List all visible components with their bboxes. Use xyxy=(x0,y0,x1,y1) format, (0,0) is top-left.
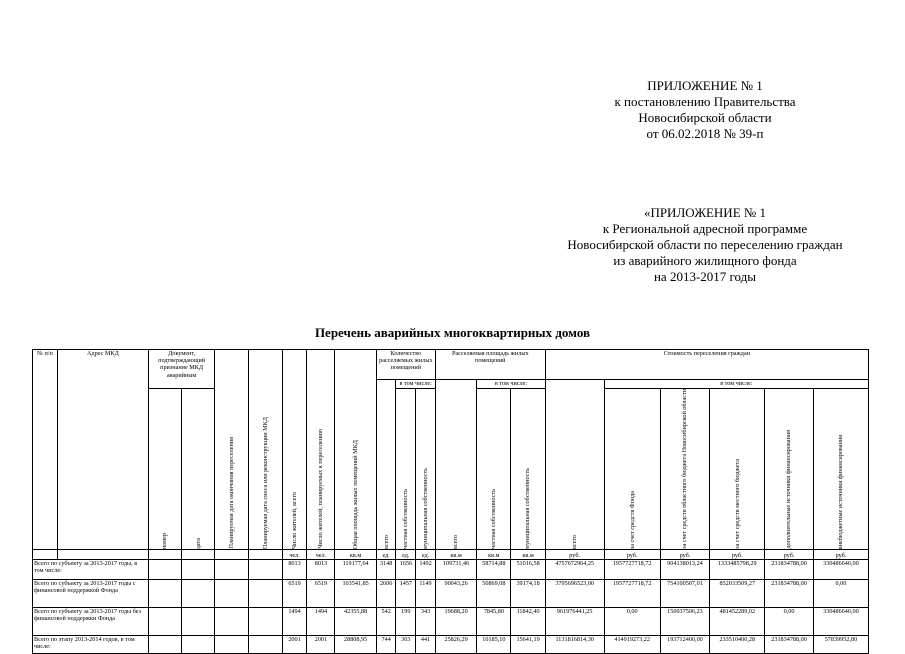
value-cell: 2606 xyxy=(376,579,396,607)
header-rooms-private-cell xyxy=(396,389,416,550)
value-cell: 109731,46 xyxy=(435,559,476,579)
header-cost-extra-cell xyxy=(765,389,814,550)
header-cost-local-cell xyxy=(710,389,765,550)
value-cell: 90043,26 xyxy=(435,579,476,607)
unit-cell: кв.м xyxy=(511,549,545,559)
row-label: Всего по этапу 2013-2014 годов, в том числе: xyxy=(33,635,149,653)
header-doc-num-cell xyxy=(148,389,181,550)
value-cell: 1457 xyxy=(396,579,416,607)
value-cell: 441 xyxy=(416,635,436,653)
appendix-program-line-2: к Региональной адресной программе xyxy=(602,221,808,236)
value-cell: 1333485798,29 xyxy=(710,559,765,579)
value-cell: 1957727718,72 xyxy=(604,579,660,607)
header-cost-all: всего xyxy=(571,534,579,549)
value-cell: 0,00 xyxy=(604,607,660,635)
value-cell: 1492 xyxy=(416,559,436,579)
empty-cell xyxy=(182,635,215,653)
empty-cell xyxy=(182,559,215,579)
appendix-program-line-4: из аварийного жилищного фонда xyxy=(613,253,797,268)
value-cell: 58714,88 xyxy=(477,559,511,579)
row-label: Всего по субъекту за 2013-2017 годы с финансовой поддержкой Фонда xyxy=(33,579,149,607)
value-cell: 1149 xyxy=(416,579,436,607)
empty-cell xyxy=(182,607,215,635)
units-row xyxy=(33,549,869,559)
value-cell: 51016,58 xyxy=(511,559,545,579)
value-cell: 0,00 xyxy=(765,607,814,635)
value-cell: 193712400,00 xyxy=(660,635,710,653)
empty-cell xyxy=(148,607,181,635)
header-plan-end: Планируемая дата окончания переселения xyxy=(228,437,236,549)
unit-cell: руб. xyxy=(765,549,814,559)
header-area-all-cell xyxy=(435,380,476,550)
houses-table xyxy=(32,349,869,654)
header-area-municipal-cell xyxy=(511,389,545,550)
header-residents-cell xyxy=(282,350,307,550)
value-cell: 852033509,27 xyxy=(710,579,765,607)
appendix-1-line-4: от 06.02.2018 № 39-п xyxy=(646,126,764,141)
value-cell: 6519 xyxy=(307,579,335,607)
value-cell: 50869,08 xyxy=(477,579,511,607)
value-cell: 8013 xyxy=(307,559,335,579)
appendix-program-line-1: «ПРИЛОЖЕНИЕ № 1 xyxy=(643,205,767,220)
unit-empty xyxy=(148,549,181,559)
header-plan-demolish-cell xyxy=(249,350,282,550)
unit-cell: руб. xyxy=(604,549,660,559)
value-cell: 150037506,23 xyxy=(660,607,710,635)
header-document: Документ, подтверждающий признание МКД аварийным xyxy=(148,350,214,389)
row-label: Всего по субъекту за 2013-2017 годы, в том числе: xyxy=(33,559,149,579)
unit-cell: руб. xyxy=(660,549,710,559)
unit-cell: ед. xyxy=(396,549,416,559)
value-cell: 231834788,00 xyxy=(765,579,814,607)
header-resettle-area: Расселяемая площадь жилых помещений xyxy=(435,350,545,380)
header-residents-plan-cell xyxy=(307,350,335,550)
value-cell: 343 xyxy=(416,607,436,635)
value-cell: 39174,18 xyxy=(511,579,545,607)
appendix-program-header xyxy=(520,205,890,285)
value-cell: 303 xyxy=(396,635,416,653)
value-cell: 103541,85 xyxy=(335,579,376,607)
empty-cell xyxy=(215,607,249,635)
unit-cell: кв.м xyxy=(477,549,511,559)
unit-cell: чел. xyxy=(282,549,307,559)
unit-empty xyxy=(249,549,282,559)
value-cell: 0,00 xyxy=(813,579,868,607)
header-cost-region: за счет средств областного бюджета Новосибирской области xyxy=(681,389,689,549)
value-cell: 1494 xyxy=(307,607,335,635)
value-cell: 2001 xyxy=(282,635,307,653)
header-area-private-cell xyxy=(477,389,511,550)
header-plan-demolish: Планируемая дата сноса или реконструкции МКД xyxy=(261,416,269,549)
table-row xyxy=(33,579,869,607)
header-doc-num: номер xyxy=(161,532,169,549)
header-rooms: Количество расселяемых жилых помещений xyxy=(376,350,435,380)
document-title: Перечень аварийных многоквартирных домов xyxy=(314,325,591,340)
value-cell: 15641,19 xyxy=(511,635,545,653)
value-cell: 414919273,22 xyxy=(604,635,660,653)
appendix-program-line-3: Новосибирской области по переселению граждан xyxy=(567,237,843,252)
unit-cell: руб. xyxy=(710,549,765,559)
unit-empty xyxy=(57,549,148,559)
value-cell: 481452289,02 xyxy=(710,607,765,635)
empty-cell xyxy=(215,559,249,579)
header-area-total: Общая площадь жилых помещений МКД xyxy=(352,439,359,549)
appendix-program-line-5: на 2013-2017 годы xyxy=(653,269,757,284)
row-label: Всего по субъекту за 2013-2017 годы без финансовой поддержки Фонда xyxy=(33,607,149,635)
value-cell: 542 xyxy=(376,607,396,635)
value-cell: 10185,10 xyxy=(477,635,511,653)
header-residents: Число жителей, всего xyxy=(290,491,298,549)
appendix-1-line-3: Новосибирской области xyxy=(638,110,772,125)
header-cost-fund-cell xyxy=(604,389,660,550)
unit-empty xyxy=(215,549,249,559)
header-rooms-total-cell xyxy=(376,380,396,550)
value-cell: 330486646,00 xyxy=(813,607,868,635)
value-cell: 1957727718,72 xyxy=(604,559,660,579)
header-cost: Стоимость переселения граждан xyxy=(545,350,868,380)
empty-cell xyxy=(249,635,282,653)
value-cell: 754100507,01 xyxy=(660,579,710,607)
value-cell: 330486646,00 xyxy=(813,559,868,579)
header-area-private: частная собственность xyxy=(490,488,498,549)
empty-cell xyxy=(215,579,249,607)
header-area-all: всего xyxy=(452,534,460,549)
value-cell: 233510400,28 xyxy=(710,635,765,653)
value-cell: 231834788,00 xyxy=(765,559,814,579)
value-cell: 3795696523,00 xyxy=(545,579,604,607)
header-residents-plan: Число жителей, планируемых к переселению xyxy=(317,429,325,549)
header-rooms-incl: в том числе: xyxy=(396,380,435,389)
value-cell: 961976441,25 xyxy=(545,607,604,635)
empty-cell xyxy=(215,635,249,653)
unit-cell: кв.м xyxy=(435,549,476,559)
empty-cell xyxy=(182,579,215,607)
header-cost-offbudget-cell xyxy=(813,389,868,550)
appendix-1-header xyxy=(555,78,855,142)
header-rooms-private: частная собственность xyxy=(402,488,410,549)
value-cell: 28808,95 xyxy=(335,635,376,653)
table-row xyxy=(33,607,869,635)
table-row xyxy=(33,559,869,579)
unit-cell: ед. xyxy=(416,549,436,559)
empty-cell xyxy=(249,607,282,635)
value-cell: 744 xyxy=(376,635,396,653)
unit-empty xyxy=(182,549,215,559)
value-cell: 119177,64 xyxy=(335,559,376,579)
header-cost-local: за счет средств местного бюджета xyxy=(733,459,741,549)
table-body xyxy=(33,559,869,653)
empty-cell xyxy=(249,579,282,607)
empty-cell xyxy=(148,559,181,579)
value-cell: 6519 xyxy=(282,579,307,607)
header-area-total-cell xyxy=(335,350,376,550)
value-cell: 19688,20 xyxy=(435,607,476,635)
header-cost-extra: дополнительные источники финансирования xyxy=(785,430,793,549)
value-cell: 7845,80 xyxy=(477,607,511,635)
value-cell: 231834788,00 xyxy=(765,635,814,653)
header-area-municipal: муниципальная собственность xyxy=(524,467,532,549)
value-cell: 4757672964,25 xyxy=(545,559,604,579)
value-cell: 57839952,80 xyxy=(813,635,868,653)
header-rooms-total: всего xyxy=(382,534,390,549)
header-doc-date-cell xyxy=(182,389,215,550)
empty-cell xyxy=(249,559,282,579)
unit-empty xyxy=(33,549,58,559)
value-cell: 2001 xyxy=(307,635,335,653)
header-cost-fund: за счет средств Фонда xyxy=(628,490,636,549)
table-header-row-1 xyxy=(33,350,869,380)
value-cell: 42355,88 xyxy=(335,607,376,635)
header-rooms-municipal: муниципальная собственность xyxy=(421,467,429,549)
header-cost-incl: в том числе: xyxy=(604,380,868,389)
header-rooms-municipal-cell xyxy=(416,389,436,550)
header-address: Адрес МКД xyxy=(57,350,148,550)
value-cell: 1494 xyxy=(282,607,307,635)
header-cost-offbudget: внебюджетные источники финансирования xyxy=(837,434,845,549)
table-row xyxy=(33,635,869,653)
header-area-incl: в том числе: xyxy=(477,380,545,389)
header-cost-all-cell xyxy=(545,380,604,550)
value-cell: 904138013,24 xyxy=(660,559,710,579)
header-doc-date: дата xyxy=(194,537,202,549)
empty-cell xyxy=(148,635,181,653)
unit-cell: руб. xyxy=(813,549,868,559)
header-plan-end-cell xyxy=(215,350,249,550)
header-cost-region-cell xyxy=(660,389,710,550)
value-cell: 11842,40 xyxy=(511,607,545,635)
appendix-1-line-2: к постановлению Правительства xyxy=(614,94,796,109)
value-cell: 1656 xyxy=(396,559,416,579)
value-cell: 3148 xyxy=(376,559,396,579)
empty-cell xyxy=(148,579,181,607)
value-cell: 199 xyxy=(396,607,416,635)
unit-cell: чел. xyxy=(307,549,335,559)
unit-cell: кв.м xyxy=(335,549,376,559)
value-cell: 25826,29 xyxy=(435,635,476,653)
value-cell: 8013 xyxy=(282,559,307,579)
appendix-1-line-1: ПРИЛОЖЕНИЕ № 1 xyxy=(647,78,763,93)
value-cell: 1131816814,30 xyxy=(545,635,604,653)
unit-cell: руб. xyxy=(545,549,604,559)
header-num: № п/п xyxy=(33,350,58,550)
unit-cell: ед. xyxy=(376,549,396,559)
